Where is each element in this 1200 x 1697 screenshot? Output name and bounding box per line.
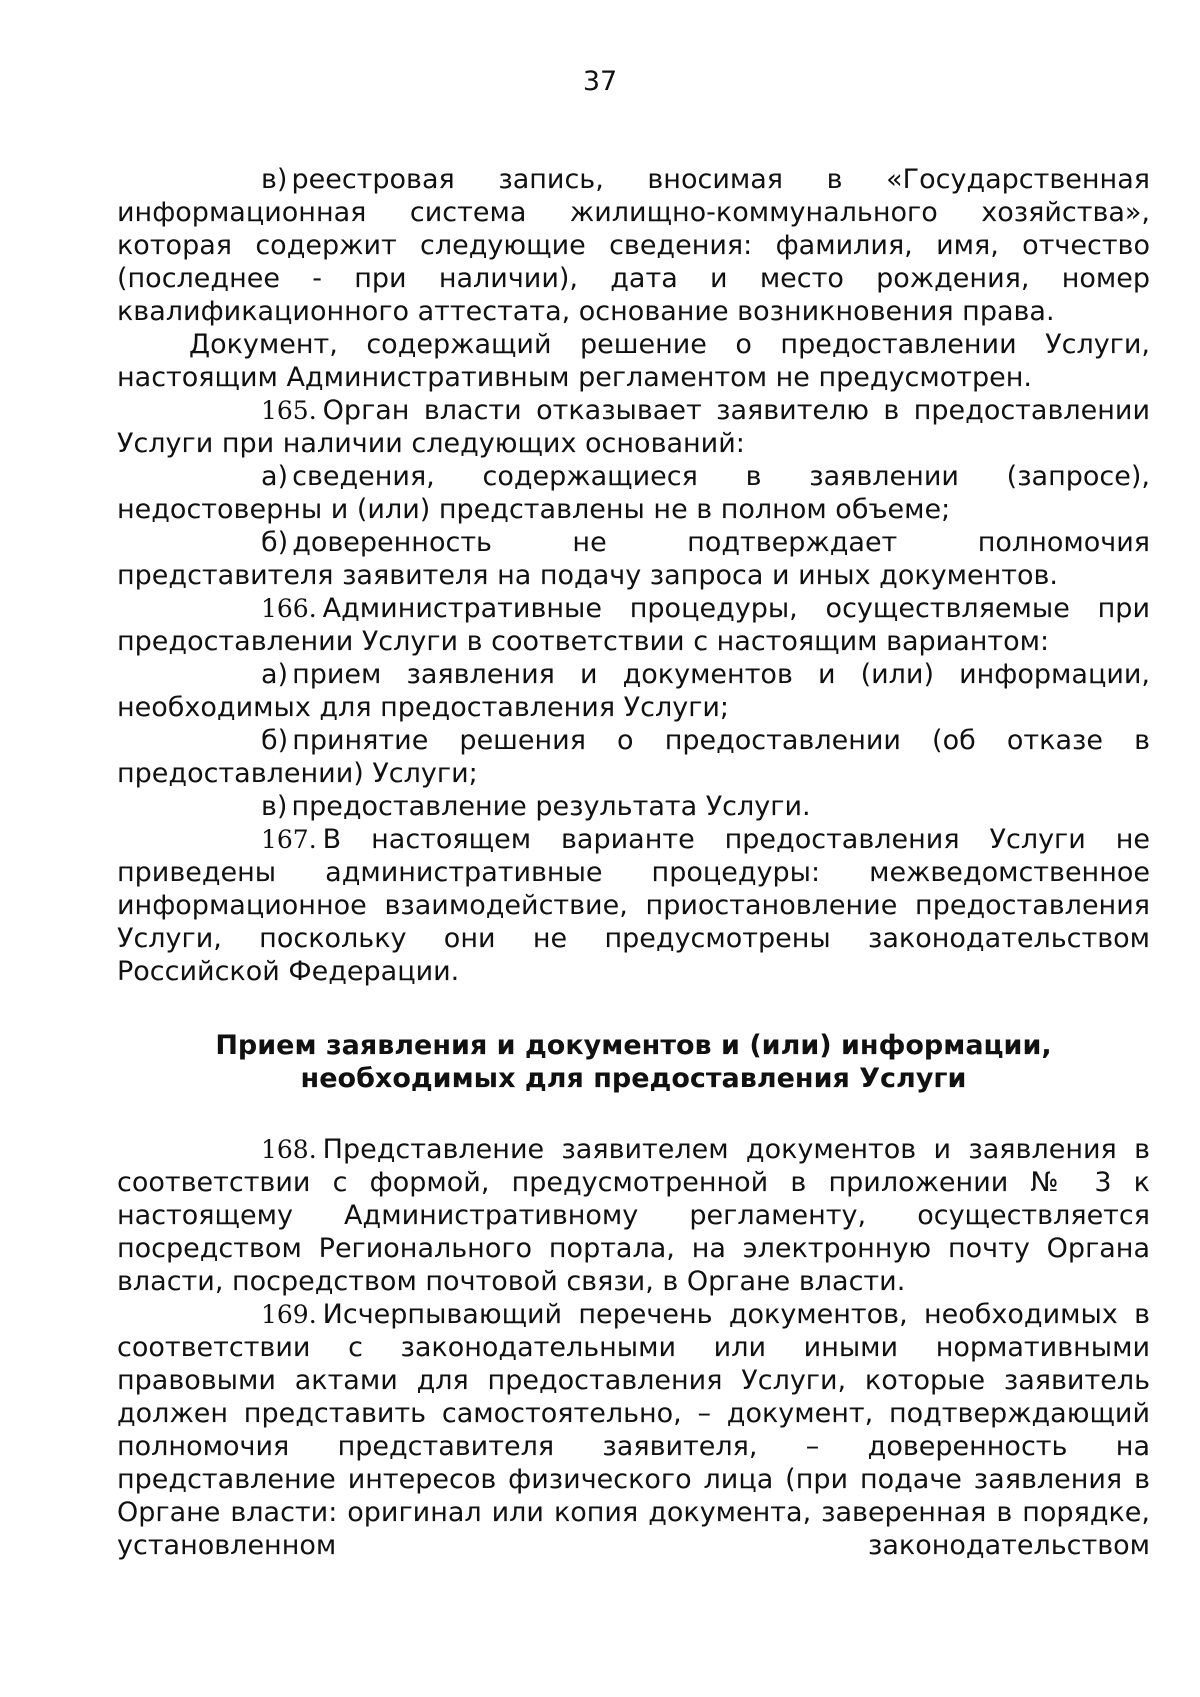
clause-number: 168. [261, 1135, 317, 1164]
section-heading [117, 1029, 1150, 1095]
list-marker: в) [261, 791, 288, 822]
paragraph-text: В настоящем варианте предоставления Услуги не приведены административные процедуры: межведомственное информационное взаимодействие, приостановление предоставления Услуги, поскольку они не предусмотрены законодательством Российской Федерации. [117, 824, 1150, 987]
paragraph-item-b [117, 724, 1150, 790]
clause-number: 169. [261, 1300, 317, 1329]
clause-number: 167. [261, 825, 317, 854]
paragraph-text: предоставление результата Услуги. [291, 791, 811, 822]
clause-166 [117, 592, 1150, 658]
page-number: 37 [582, 66, 618, 97]
paragraph-item-a [117, 460, 1150, 526]
document-body [117, 163, 1150, 1562]
paragraph-item-b [117, 526, 1150, 592]
clause-168 [117, 1133, 1150, 1298]
paragraph-decision-note [117, 328, 1150, 394]
paragraph-text: сведения, содержащиеся в заявлении (запросе), недостоверны и (или) представлены не в полном объеме; [117, 461, 1150, 525]
paragraph-text: доверенность не подтверждает полномочия представителя заявителя на подачу запроса и иных документов. [117, 527, 1150, 591]
list-marker: б) [261, 527, 289, 558]
paragraph-text: Документ, содержащий решение о предоставлении Услуги, настоящим Административным регламентом не предусмотрен. [117, 329, 1150, 393]
list-marker: а) [261, 659, 289, 690]
clause-number: 166. [261, 594, 317, 623]
paragraph-item-v [117, 790, 1150, 823]
section-heading-line: необходимых для предоставления Услуги [300, 1063, 967, 1094]
paragraph-text: реестровая запись, вносимая в «Государственная информационная система жилищно-коммунального хозяйства», которая содержит следующие сведения: фамилия, имя, отчество (последнее - при наличии), дата и место рождения, номер квалификационного аттестата, основание возникновения права. [117, 164, 1150, 327]
paragraph-text: Административные процедуры, осуществляемые при предоставлении Услуги в соответствии с настоящим вариантом: [117, 593, 1150, 657]
clause-167 [117, 823, 1150, 988]
section-heading-line: Прием заявления и документов и (или) информации, [215, 1030, 1052, 1061]
list-marker: а) [261, 461, 289, 492]
paragraph-text: Орган власти отказывает заявителю в предоставлении Услуги при наличии следующих оснований: [117, 395, 1150, 459]
list-marker: в) [261, 164, 288, 195]
paragraph-item-a [117, 658, 1150, 724]
paragraph-text: принятие решения о предоставлении (об отказе в предоставлении) Услуги; [117, 725, 1150, 789]
clause-165 [117, 394, 1150, 460]
clause-169 [117, 1298, 1150, 1562]
paragraph-text: Представление заявителем документов и заявления в соответствии с формой, предусмотренной в приложении № 3 к настоящему Административному регламенту, осуществляется посредством Регионального портала, на электронную почту Органа власти, посредством почтовой связи, в Органе власти. [117, 1134, 1150, 1297]
paragraph-text: Исчерпывающий перечень документов, необходимых в соответствии с законодательными или иными нормативными правовыми актами для предоставления Услуги, которые заявитель должен представить самостоятельно, – документ, подтверждающий полномочия представителя заявителя, – доверенность на представление интересов физического лица (при подаче заявления в Органе власти: оригинал или копия документа, заверенная в порядке, установленном законодательством [117, 1299, 1150, 1561]
paragraph-item-v [117, 163, 1150, 328]
list-marker: б) [261, 725, 289, 756]
clause-number: 165. [261, 396, 317, 425]
paragraph-text: прием заявления и документов и (или) информации, необходимых для предоставления Услуги; [117, 659, 1150, 723]
